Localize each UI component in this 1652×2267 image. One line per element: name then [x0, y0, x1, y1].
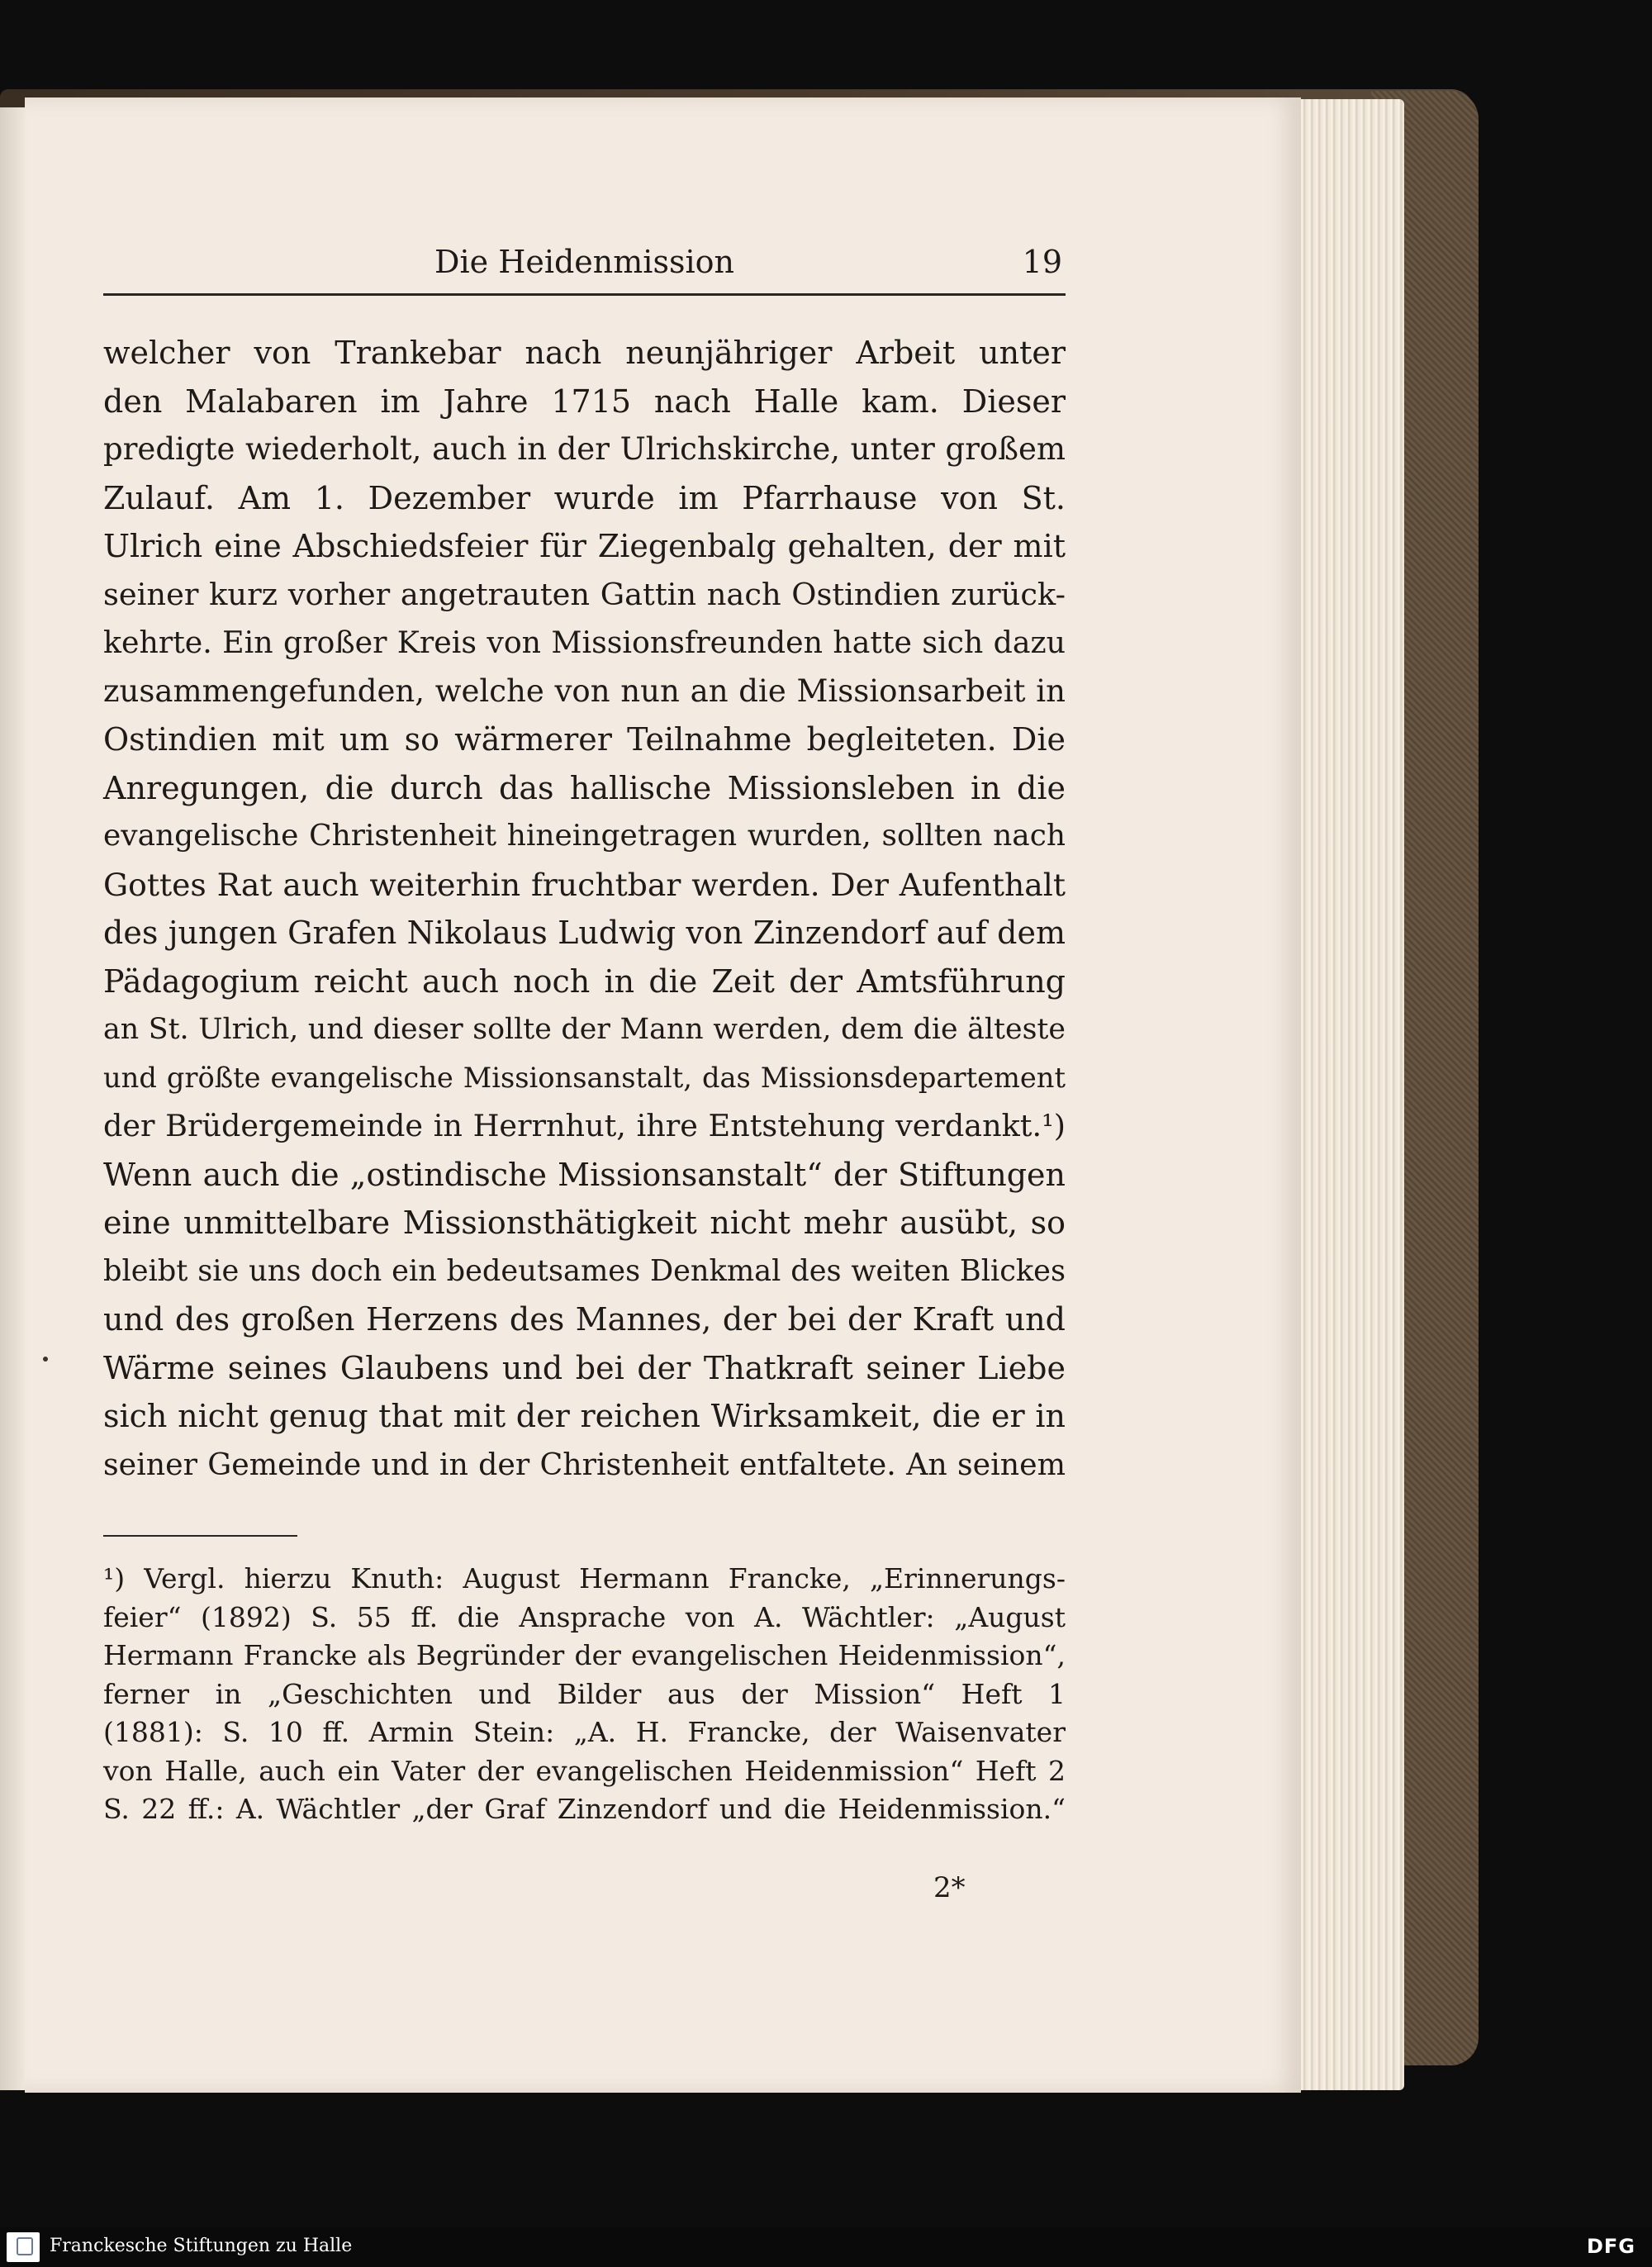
- text-line: bleibt sie uns doch ein bedeutsames Denkmal des weiten Blickes: [103, 1253, 1066, 1288]
- running-header: [103, 244, 1066, 293]
- signature-mark: 2*: [933, 1871, 966, 1904]
- institution-name[interactable]: Franckesche Stiftungen zu Halle: [50, 2236, 353, 2256]
- text-line: Wärme seines Glaubens und bei der Thatkraft seiner Liebe: [103, 1349, 1066, 1386]
- text-line: seiner Gemeinde und in der Christenheit entfaltete. An seinem: [103, 1446, 1066, 1482]
- footnotes: [103, 1560, 1066, 1829]
- text-line: Anregungen, die durch das hallische Missionsleben in die: [103, 769, 1066, 806]
- text-line: Zulauf. Am 1. Dezember wurde im Pfarrhause von St.: [103, 479, 1066, 516]
- text-line: Pädagogium reicht auch noch in die Zeit der Amtsführung: [103, 962, 1066, 1000]
- text-line: den Malabaren im Jahre 1715 nach Halle kam. Dieser: [103, 383, 1066, 420]
- footnote-line: (1881): S. 10 ff. Armin Stein: „A. H. Francke, der Waisenvater: [103, 1716, 1066, 1748]
- text-line: Ulrich eine Abschiedsfeier für Ziegenbalg gehalten, der mit: [103, 528, 1066, 564]
- body-text: [103, 329, 1066, 1489]
- footnote-line: Hermann Francke als Begründer der evangelischen Heidenmission“,: [103, 1639, 1066, 1671]
- footnote-line: feier“ (1892) S. 55 ff. die Ansprache von A. Wächtler: „August: [103, 1600, 1066, 1633]
- viewer-footer-bar: [0, 2227, 1652, 2267]
- text-line: kehrte. Ein großer Kreis von Missionsfreunden hatte sich dazu: [103, 625, 1066, 660]
- text-line: seiner kurz vorher angetrauten Gattin nach Ostindien zurück-: [103, 576, 1066, 612]
- text-line: Wenn auch die „ostindische Missionsanstalt“ der Stiftungen: [103, 1156, 1066, 1193]
- text-line: eine unmittelbare Missionsthätigkeit nicht mehr ausübt, so: [103, 1205, 1066, 1241]
- text-line: und des großen Herzens des Mannes, der bei der Kraft und: [103, 1301, 1066, 1338]
- institution-logo-icon[interactable]: [7, 2232, 40, 2262]
- text-line: des jungen Grafen Nikolaus Ludwig von Zinzendorf auf dem: [103, 915, 1066, 951]
- footnote-line: ferner in „Geschichten und Bilder aus der Mission“ Heft 1: [103, 1677, 1066, 1710]
- header-rule: [103, 293, 1066, 296]
- text-line: und größte evangelische Missionsanstalt, das Missionsdepartement: [103, 1061, 1066, 1094]
- text-line: Gottes Rat auch weiterhin fruchtbar werden. Der Aufenthalt: [103, 866, 1066, 903]
- text-line: evangelische Christenheit hineingetragen wurden, sollten nach: [103, 819, 1066, 853]
- text-line: zusammengefunden, welche von nun an die Missionsarbeit in: [103, 672, 1066, 709]
- text-line: welcher von Trankebar nach neunjähriger Arbeit unter: [103, 335, 1066, 371]
- previous-page-edge: [0, 107, 25, 2090]
- footnote-line: ¹) Vergl. hierzu Knuth: August Hermann Francke, „Erinnerungs-: [103, 1562, 1066, 1595]
- text-line: predigte wiederholt, auch in der Ulrichskirche, unter großem: [103, 431, 1066, 467]
- page-block-edges: [1284, 99, 1404, 2090]
- footnote-line: S. 22 ff.: A. Wächtler „der Graf Zinzendorf und die Heidenmission.“: [103, 1793, 1066, 1825]
- text-line: sich nicht genug that mit der reichen Wirksamkeit, die er in: [103, 1398, 1066, 1434]
- dfg-logo[interactable]: DFG: [1586, 2235, 1635, 2258]
- running-title: Die Heidenmission: [434, 244, 734, 280]
- margin-speck: [43, 1357, 48, 1362]
- text-line: an St. Ulrich, und dieser sollte der Mann werden, dem die älteste: [103, 1013, 1066, 1046]
- text-line: Ostindien mit um so wärmerer Teilnahme begleiteten. Die: [103, 721, 1066, 758]
- page-number: 19: [1022, 244, 1062, 280]
- text-line: der Brüdergemeinde in Herrnhut, ihre Entstehung verdankt.¹): [103, 1108, 1066, 1143]
- footnote-rule: [103, 1535, 297, 1537]
- footnote-line: von Halle, auch ein Vater der evangelischen Heidenmission“ Heft 2: [103, 1754, 1066, 1787]
